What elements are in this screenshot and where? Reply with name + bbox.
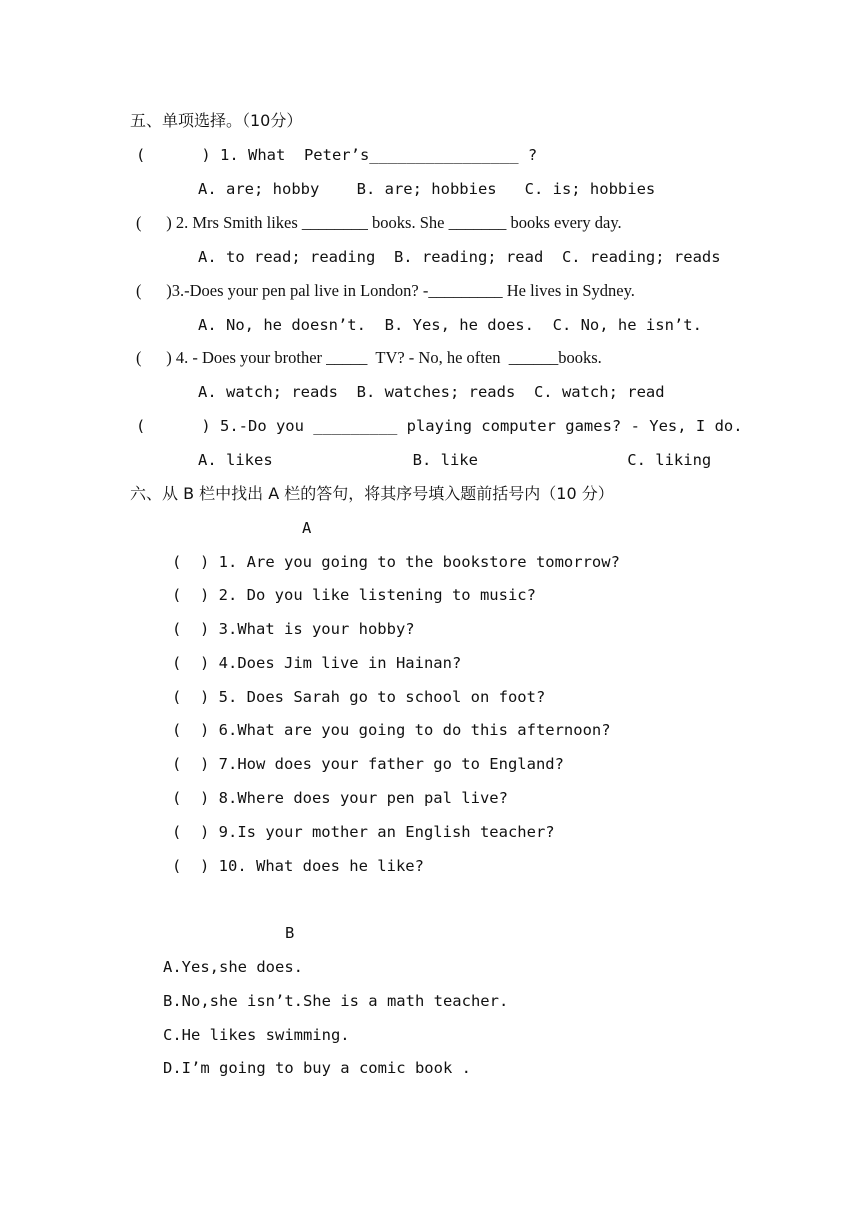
- match-item-6: ( ) 6.What are you going to do this afternoon?: [172, 721, 611, 739]
- question-4-stem: ( ) 4. - Does your brother _____ TV? - No, he often ______books.: [136, 348, 602, 367]
- match-item-3: ( ) 3.What is your hobby?: [172, 620, 415, 638]
- match-item-4: ( ) 4.Does Jim live in Hainan?: [172, 654, 462, 672]
- answer-option-c: C.He likes swimming.: [163, 1026, 350, 1044]
- question-2-options: A. to read; reading B. reading; read C. reading; reads: [198, 248, 721, 266]
- question-5-stem: ( ) 5.-Do you _________ playing computer games? - Yes, I do.: [136, 417, 743, 435]
- match-item-5: ( ) 5. Does Sarah go to school on foot?: [172, 688, 546, 706]
- answer-option-b: B.No,she isn’t.She is a math teacher.: [163, 992, 509, 1010]
- question-3-stem: ( )3.-Does your pen pal live in London? -_________ He lives in Sydney.: [136, 281, 635, 300]
- column-b-label: B: [285, 924, 295, 942]
- section-5-heading: 五、单项选择。（10分）: [130, 111, 303, 130]
- question-4-options: A. watch; reads B. watches; reads C. watch; read: [198, 383, 665, 401]
- question-1-stem: ( ) 1. What Peter’s________________ ?: [136, 146, 538, 164]
- match-item-2: ( ) 2. Do you like listening to music?: [172, 586, 536, 604]
- column-a-label: A: [302, 519, 312, 537]
- question-2-stem: ( ) 2. Mrs Smith likes ________ books. She _______ books every day.: [136, 213, 622, 232]
- match-item-8: ( ) 8.Where does your pen pal live?: [172, 789, 508, 807]
- question-1-options: A. are; hobby B. are; hobbies C. is; hobbies: [198, 180, 656, 198]
- question-5-options: A. likes B. like C. liking: [198, 451, 712, 469]
- match-item-7: ( ) 7.How does your father go to England?: [172, 755, 564, 773]
- answer-option-d: D.I’m going to buy a comic book .: [163, 1059, 471, 1077]
- match-item-1: ( ) 1. Are you going to the bookstore tomorrow?: [172, 553, 620, 571]
- match-item-9: ( ) 9.Is your mother an English teacher?: [172, 823, 555, 841]
- question-3-options: A. No, he doesn’t. B. Yes, he does. C. No, he isn’t.: [198, 316, 702, 334]
- section-6-heading: 六、从 B 栏中找出 A 栏的答句，将其序号填入题前括号内（10 分）: [130, 484, 614, 503]
- match-item-10: ( ) 10. What does he like?: [172, 857, 424, 875]
- answer-option-a: A.Yes,she does.: [163, 958, 303, 976]
